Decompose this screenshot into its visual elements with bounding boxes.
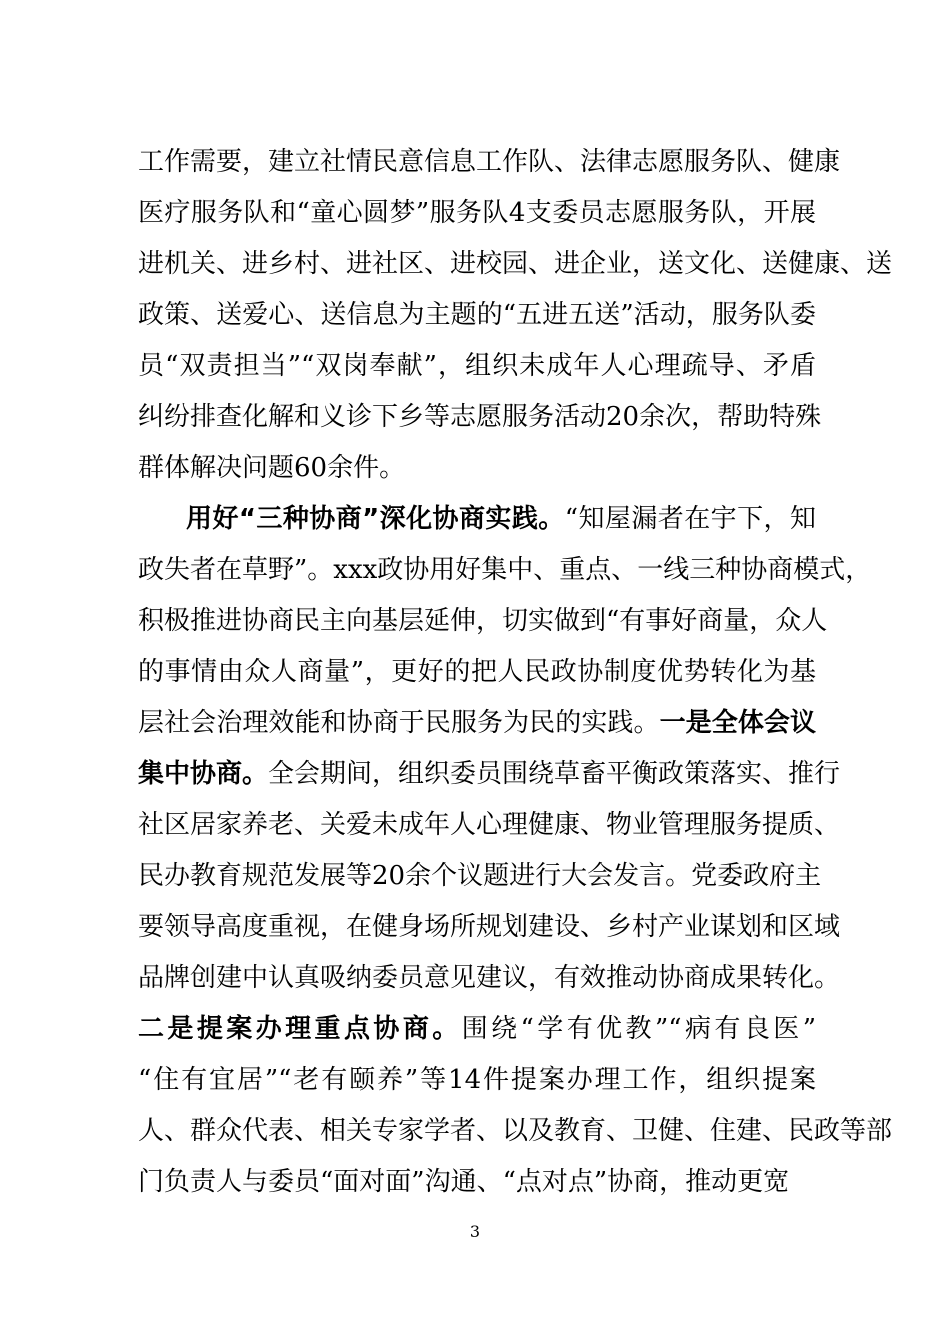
- body-text-segment: 要领导高度重视，在健身场所规划建设、乡村产业谋划和区域: [138, 912, 841, 942]
- body-text-segment: 群体解决问题60余件。: [138, 453, 406, 483]
- bold-heading-text: 二是提案办理重点协商。: [138, 1014, 462, 1044]
- body-text-segment: 工作需要，建立社情民意信息工作队、法律志愿服务队、健康: [138, 147, 841, 177]
- text-line: [138, 647, 816, 698]
- text-line: [138, 749, 841, 800]
- text-line: [138, 545, 872, 596]
- text-line: [138, 596, 828, 647]
- text-line: [138, 1106, 893, 1157]
- body-text-segment: 政失者在草野”。xxx政协用好集中、重点、一线三种协商模式，: [138, 555, 872, 585]
- text-line: [138, 239, 893, 290]
- text-line: [138, 188, 816, 239]
- text-line: [138, 290, 816, 341]
- body-text-segment: 社区居家养老、关爱未成年人心理健康、物业管理服务提质、: [138, 810, 841, 840]
- text-line: [138, 902, 841, 953]
- text-line: [138, 851, 822, 902]
- text-line: [138, 137, 841, 188]
- body-text-segment: 层社会治理效能和协商于民服务为民的实践。: [138, 708, 660, 738]
- body-text-segment: 积极推进协商民主向基层延伸，切实做到“有事好商量，众人: [138, 606, 828, 636]
- body-text-segment: 政策、送爱心、送信息为主题的“五进五送”活动，服务队委: [138, 300, 816, 330]
- body-text-segment: 民办教育规范发展等20余个议题进行大会发言。党委政府主: [138, 861, 822, 891]
- body-text-segment: “住有宜居”“老有颐养”等14件提案办理工作，组织提案: [138, 1065, 816, 1095]
- text-line: [138, 392, 822, 443]
- paragraph: [138, 494, 893, 1208]
- text-line: [138, 953, 841, 1004]
- text-line: [138, 443, 816, 494]
- body-text: [138, 137, 893, 1208]
- text-line: [138, 341, 816, 392]
- body-text-segment: 医疗服务队和“童心圆梦”服务队4支委员志愿服务队，开展: [138, 198, 816, 228]
- body-text-segment: 全会期间，组织委员围绕草畜平衡政策落实、推行: [268, 759, 841, 789]
- page-number: 3: [469, 1222, 481, 1241]
- text-line: [138, 494, 816, 545]
- text-line: [138, 1004, 816, 1055]
- body-text-segment: 进机关、进乡村、进社区、进校园、进企业，送文化、送健康、送: [138, 249, 893, 279]
- body-text-segment: 品牌创建中认真吸纳委员意见建议，有效推动协商成果转化。: [138, 963, 841, 993]
- body-text-segment: 员“双责担当”“双岗奉献”，组织未成年人心理疏导、矛盾: [138, 351, 816, 381]
- text-line: [138, 800, 841, 851]
- text-line: [138, 1157, 816, 1208]
- paragraph: [138, 137, 893, 494]
- bold-heading-text: 一是全体会议: [659, 708, 816, 738]
- body-text-segment: 人、群众代表、相关专家学者、以及教育、卫健、住建、民政等部: [138, 1116, 893, 1146]
- body-text-segment: 门负责人与委员“面对面”沟通、“点对点”协商，推动更宽: [138, 1167, 790, 1197]
- text-line: [138, 698, 816, 749]
- body-text-segment: “知屋漏者在宇下，知: [564, 504, 816, 534]
- bold-heading-text: 用好“三种协商”深化协商实践。: [186, 504, 565, 534]
- body-text-segment: 围绕“学有优教”“病有良医”: [461, 1014, 816, 1044]
- text-line: [138, 1055, 816, 1106]
- body-text-segment: 纠纷排查化解和义诊下乡等志愿服务活动20余次，帮助特殊: [138, 402, 822, 432]
- body-text-segment: 的事情由众人商量”，更好的把人民政协制度优势转化为基: [138, 657, 816, 687]
- bold-heading-text: 集中协商。: [138, 759, 269, 789]
